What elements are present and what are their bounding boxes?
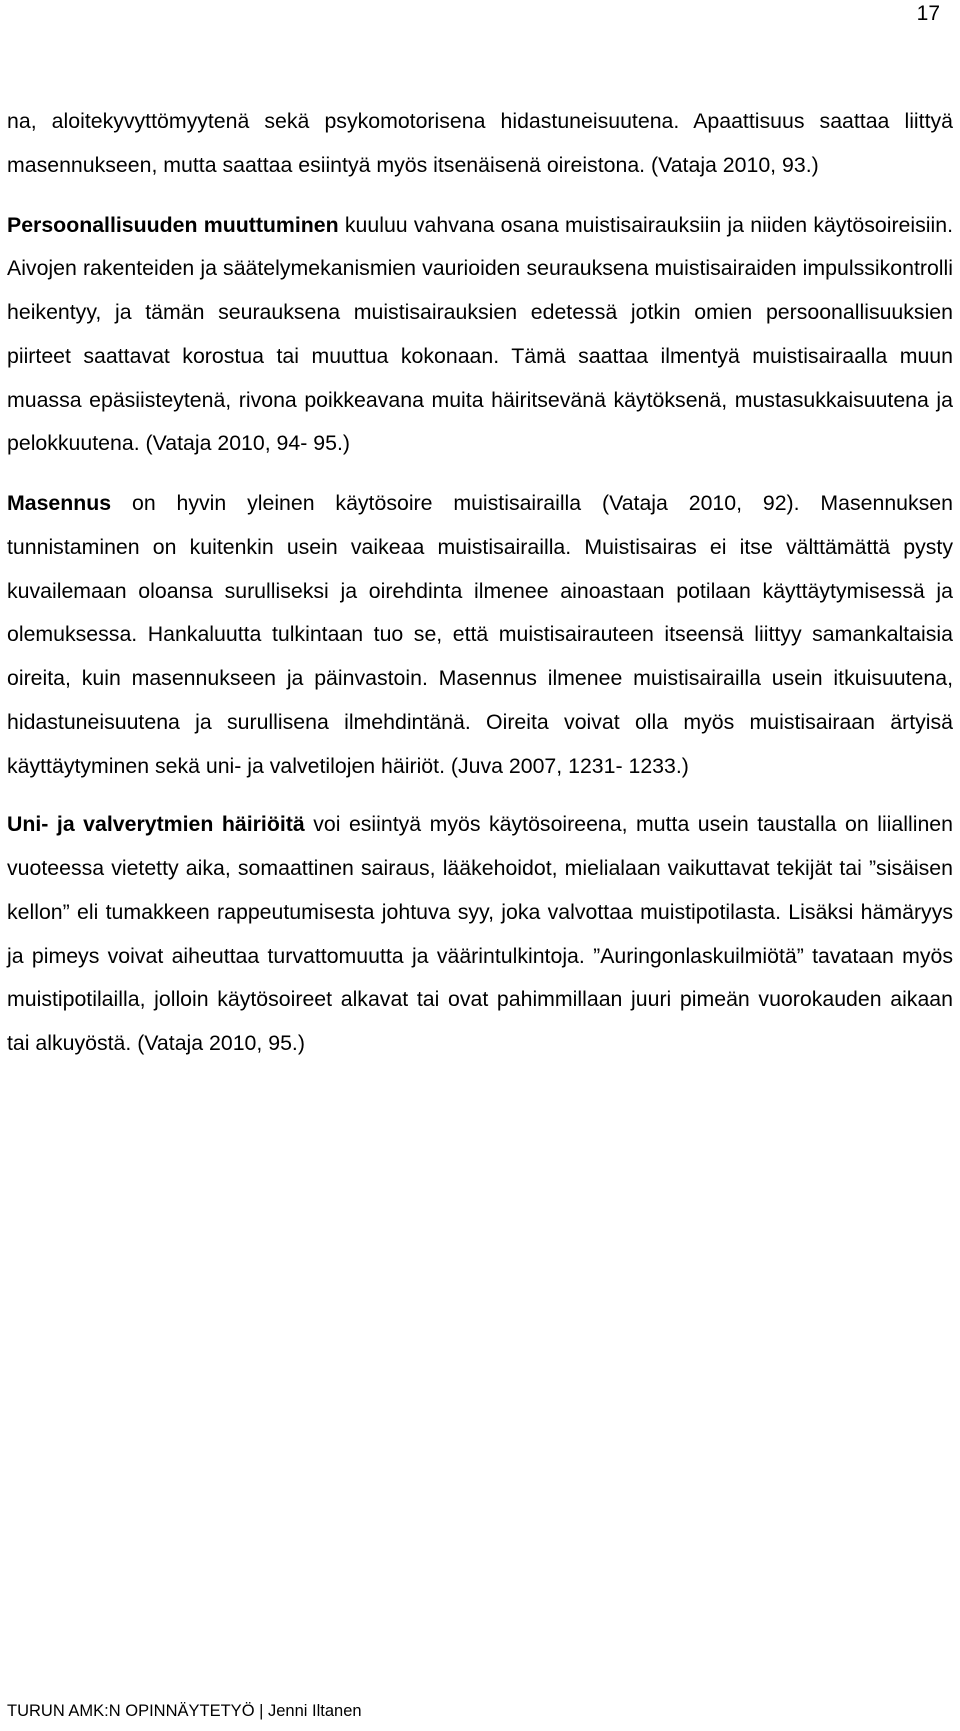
paragraph-sleep-disorders <box>7 803 953 1066</box>
paragraph-text: voi esiintyä myös käytösoireena, mutta usein taustalla on liiallinen vuoteessa vietetty aika, somaattinen sairaus, lääkehoidot, mielialaan vaikuttavat tekijät tai ”sisäisen kellon” eli tumakkeen rappeutumisesta johtuva syy, joka valvottaa muistipotilasta. Lisäksi hämäryys ja pimeys voivat aiheuttaa turvattomuutta ja väärintulkintoja. ”Auringonlaskuilmiötä” tavataan myös muistipotilailla, jolloin käytösoireet alkavat tai ovat pahimmillaan juuri pimeän vuorokauden aikaan tai alkuyöstä. (Vataja 2010, 95.) <box>7 812 953 1055</box>
term-sleep-disorders: Uni- ja valverytmien häiriöitä <box>7 812 305 837</box>
paragraph-apathy <box>7 100 953 188</box>
paragraph-depression <box>7 482 953 788</box>
term-depression: Masennus <box>7 491 112 515</box>
paragraph-text: kuuluu vahvana osana muistisairauksiin ja niiden käytösoireisiin. Aivojen rakenteiden ja säätelymekanismien vaurioiden seurauksena muistisairaiden impulssikontrolli heikentyy, ja tämän seurauksena muistisairauksien edetessä jotkin omien persoonallisuuksien piirteet saattavat korostua tai muuttua kokonaan. Tämä saattaa ilmentyä muistisairaalla muun muassa epäsiisteytenä, rivona poikkeavana muita häiritsevänä käytöksenä, mustasukkaisuutena ja pelokkuutena. (Vataja 2010, 94- 95.) <box>7 212 953 456</box>
page-footer: TURUN AMK:N OPINNÄYTETYÖ | Jenni Iltanen <box>7 1702 362 1720</box>
term-personality-change: Persoonallisuuden muuttuminen <box>7 212 339 237</box>
page-number: 17 <box>916 2 940 25</box>
body-text <box>7 100 953 1066</box>
paragraph-text: na, aloitekyvyttömyytenä sekä psykomotorisena hidastuneisuutena. Apaattisuus saattaa liittyä masennukseen, mutta saattaa esiintyä myös itsenäisenä oireistona. (Vataja 2010, 93.) <box>7 109 953 177</box>
paragraph-personality-change <box>7 204 953 467</box>
paragraph-text: on hyvin yleinen käytösoire muistisairailla (Vataja 2010, 92). Masennuksen tunnistaminen on kuitenkin usein vaikeaa muistisairailla. Muistisairas ei itse välttämättä pysty kuvailemaan oloansa surulliseksi ja oirehdinta ilmenee ainoastaan potilaan käyttäytymisessä ja olemuksessa. Hankaluutta tulkintaan tuo se, että muistisairauteen itseensä liittyy samankaltaisia oireita, kuin masennukseen ja päinvastoin. Masennus ilmenee muistisairailla usein itkuisuutena, hidastuneisuutena ja surullisena ilmehdintänä. Oireita voivat olla myös muistisairaan ärtyisä käyttäytyminen sekä uni- ja valvetilojen häiriöt. (Juva 2007, 1231- 1233.) <box>7 491 953 778</box>
